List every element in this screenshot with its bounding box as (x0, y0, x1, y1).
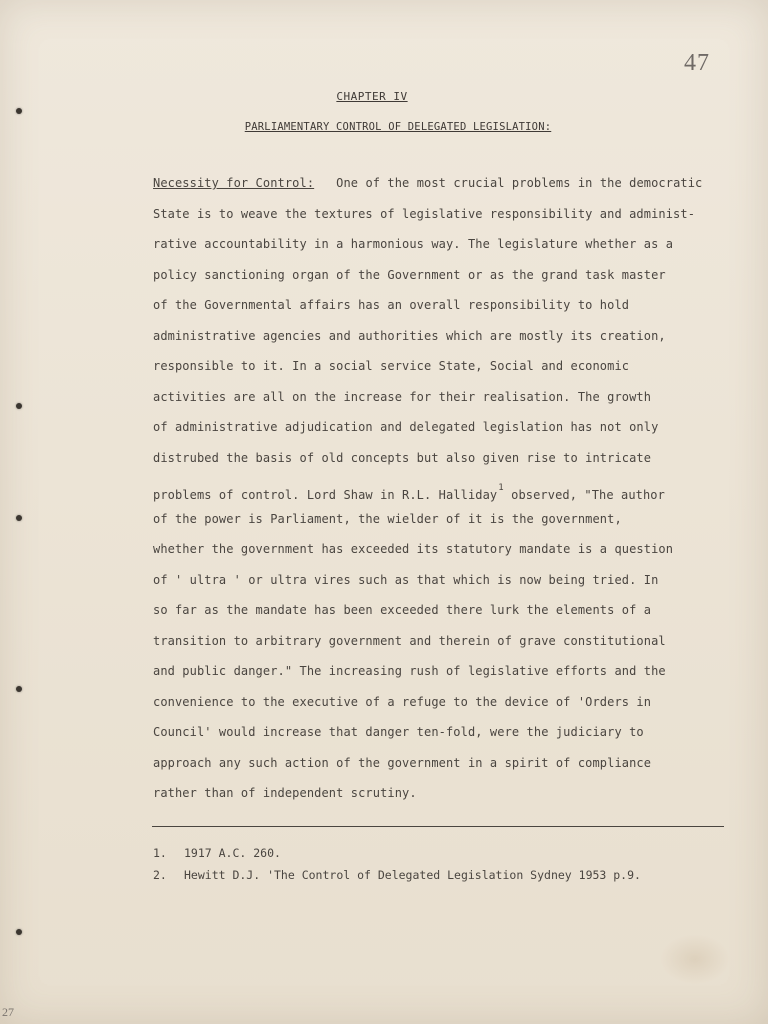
page-number: 47 (684, 50, 710, 76)
text-line-content: problems of control. Lord Shaw in R.L. Halliday (153, 488, 498, 502)
footnote-divider (152, 826, 724, 827)
body-paragraph (153, 171, 713, 812)
text-line: of administrative adjudication and delegated legislation has not only (153, 420, 659, 434)
text-line-continuation: observed, "The author (503, 488, 665, 502)
text-line: Council' would increase that danger ten-fold, were the judiciary to (153, 725, 644, 739)
text-line: transition to arbitrary government and therein of grave constitutional (153, 633, 666, 648)
text-line: and public danger." The increasing rush of legislative efforts and the (153, 664, 666, 678)
text-line: State is to weave the textures of legislative responsibility and administ- (153, 206, 696, 221)
footnote (153, 842, 713, 864)
text-line: so far as the mandate has been exceeded there lurk the elements of a (153, 603, 652, 617)
footnotes (153, 842, 713, 886)
text-line: of the power is Parliament, the wielder of it is the government, (153, 511, 622, 526)
footnote-number: 2. (153, 868, 167, 882)
text-line: administrative agencies and authorities which are mostly its creation, (153, 328, 666, 343)
paragraph-heading: Necessity for Control: (153, 176, 315, 190)
text-line: of the Governmental affairs has an overall responsibility to hold (153, 298, 630, 312)
footnote-reference: 1 (498, 483, 504, 493)
text-line: whether the government has exceeded its statutory mandate is a question (153, 542, 674, 556)
text-line-content: One of the most crucial problems in the democratic (336, 176, 703, 190)
text-line (153, 476, 713, 507)
binding-hole (16, 108, 22, 114)
binding-hole (16, 686, 22, 692)
text-line: approach any such action of the government in a spirit of compliance (153, 755, 652, 770)
footnote-number: 1. (153, 846, 167, 860)
footnote (153, 864, 713, 886)
footnote-text: 1917 A.C. 260. (184, 846, 281, 860)
text-line: activities are all on the increase for their realisation. The growth (153, 389, 652, 404)
binding-hole (16, 515, 22, 521)
text-line: of ' ultra ' or ultra vires such as that which is now being tried. In (153, 572, 659, 587)
footnote-text: Hewitt D.J. 'The Control of Delegated Legislation Sydney 1953 p.9. (184, 868, 641, 882)
text-line: distrubed the basis of old concepts but also given rise to intricate (153, 450, 652, 465)
chapter-title: CHAPTER IV (336, 90, 408, 103)
text-line: convenience to the executive of a refuge to the device of 'Orders in (153, 694, 652, 709)
edge-mark: 27 (2, 1005, 14, 1019)
text-line (153, 171, 713, 202)
paper-stain (660, 934, 730, 984)
binding-hole (16, 403, 22, 409)
binding-hole (16, 929, 22, 935)
text-line: rative accountability in a harmonious way. The legislature whether as a (153, 237, 674, 251)
text-line: rather than of independent scrutiny. (153, 786, 417, 800)
text-line: policy sanctioning organ of the Government or as the grand task master (153, 267, 666, 282)
text-line: responsible to it. In a social service State, Social and economic (153, 359, 630, 373)
section-title: PARLIAMENTARY CONTROL OF DELEGATED LEGISLATION: (244, 121, 552, 133)
